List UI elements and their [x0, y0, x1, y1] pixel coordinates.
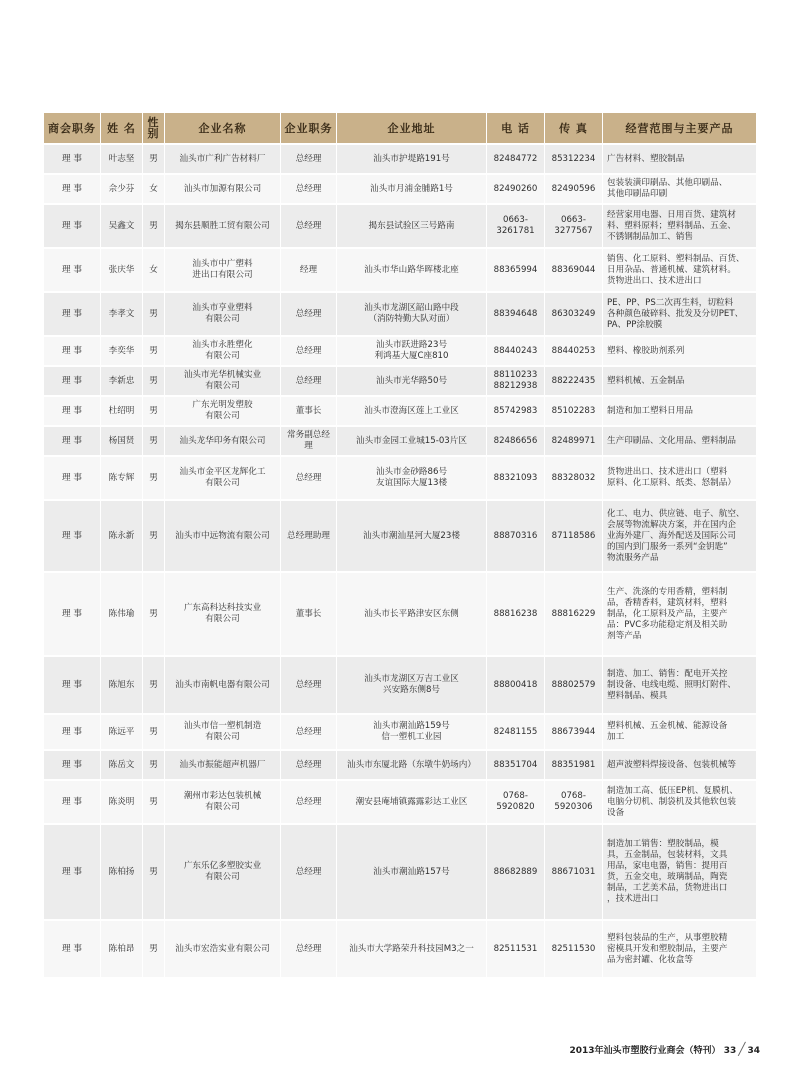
cell-phone: 82481155 — [486, 715, 544, 749]
cell-name: 杨国贤 — [100, 427, 142, 455]
cell-company: 揭东县顺胜工贸有限公司 — [164, 205, 280, 247]
cell-fax: 88673944 — [544, 715, 602, 749]
cell-gender: 女 — [142, 175, 164, 203]
cell-address: 汕头市华山路华晖楼北座 — [336, 249, 486, 291]
cell-company: 汕头市光华机械实业 有限公司 — [164, 367, 280, 395]
cell-position: 经理 — [280, 249, 336, 291]
cell-name: 李奕华 — [100, 337, 142, 365]
cell-phone: 0663- 3261781 — [486, 205, 544, 247]
cell-scope: 生产、洗涤的专用香精，塑料制 品，香精香料，建筑材料，塑料 制品，化工原料及产品，主要产 品：PVC多功能稳定剂及相关助 剂等产品 — [602, 573, 756, 655]
cell-chamber-role: 理 事 — [44, 501, 100, 571]
table-row — [44, 457, 756, 499]
cell-gender: 男 — [142, 715, 164, 749]
cell-fax: 0663- 3277567 — [544, 205, 602, 247]
table-row — [44, 501, 756, 571]
cell-address: 潮安县庵埔镇露露彩达工业区 — [336, 781, 486, 823]
cell-address: 汕头市月浦金脯路1号 — [336, 175, 486, 203]
cell-company: 潮州市彩达包装机械 有限公司 — [164, 781, 280, 823]
cell-phone: 88800418 — [486, 657, 544, 713]
table-row — [44, 427, 756, 455]
header-name: 姓 名 — [100, 113, 142, 143]
cell-phone: 82490260 — [486, 175, 544, 203]
table-row — [44, 205, 756, 247]
page-footer — [570, 1042, 761, 1056]
cell-name: 杜绍明 — [100, 397, 142, 425]
cell-gender: 男 — [142, 657, 164, 713]
cell-name: 佘少芬 — [100, 175, 142, 203]
cell-fax: 88671031 — [544, 825, 602, 919]
cell-company: 汕头市中远物流有限公司 — [164, 501, 280, 571]
cell-scope: 化工、电力、供应链、电子、航空、 会展等物流解决方案，并在国内企 业海外建厂、海外配送及国际公司 的国内到门服务一系列“金钥匙” 物流服务产品 — [602, 501, 756, 571]
cell-name: 陈永新 — [100, 501, 142, 571]
header-address: 企业地址 — [336, 113, 486, 143]
cell-phone: 82511531 — [486, 921, 544, 977]
cell-scope: 制造和加工塑料日用品 — [602, 397, 756, 425]
cell-address: 汕头市潮汕路157号 — [336, 825, 486, 919]
cell-chamber-role: 理 事 — [44, 175, 100, 203]
cell-address: 汕头市长平路津安区东侧 — [336, 573, 486, 655]
cell-fax: 88222435 — [544, 367, 602, 395]
cell-gender: 男 — [142, 427, 164, 455]
cell-scope: 销售、化工原料、塑料制品、百货、 日用杂品、普通机械、建筑材料。 货物进出口、技术进出口 — [602, 249, 756, 291]
cell-phone: 88110233 88212938 — [486, 367, 544, 395]
table-row — [44, 293, 756, 335]
cell-position: 总经理 — [280, 145, 336, 173]
table-row — [44, 715, 756, 749]
cell-chamber-role: 理 事 — [44, 337, 100, 365]
cell-fax: 85312234 — [544, 145, 602, 173]
cell-chamber-role: 理 事 — [44, 397, 100, 425]
cell-position: 总经理 — [280, 367, 336, 395]
cell-address: 汕头市跃进路23号 利鸿基大厦C座810 — [336, 337, 486, 365]
cell-company: 汕头市金平区龙辉化工 有限公司 — [164, 457, 280, 499]
cell-scope: 超声波塑料焊接设备、包装机械等 — [602, 751, 756, 779]
cell-name: 陈柏扬 — [100, 825, 142, 919]
cell-address: 汕头市澄海区莲上工业区 — [336, 397, 486, 425]
cell-company: 汕头市广利广告材料厂 — [164, 145, 280, 173]
cell-scope: 制造加工高、低压EP机、复膜机、 电脑分切机、制袋机及其他软包装 设备 — [602, 781, 756, 823]
cell-fax: 88440253 — [544, 337, 602, 365]
table-body — [44, 145, 756, 977]
footer-title: 2013年汕头市塑胶行业商会（特刊） — [569, 1046, 721, 1056]
cell-name: 陈伟瑜 — [100, 573, 142, 655]
cell-scope: 制造、加工、销售：配电开关控 制设备、电线电缆、照明灯附件、 塑料制品、模具 — [602, 657, 756, 713]
cell-scope: 经营家用电器、日用百货、建筑材 料、塑料原料；塑料制品、五金、 不锈钢制品加工、销售 — [602, 205, 756, 247]
cell-address: 汕头市潮汕星河大厦23楼 — [336, 501, 486, 571]
cell-position: 总经理 — [280, 337, 336, 365]
cell-chamber-role: 理 事 — [44, 751, 100, 779]
cell-name: 陈远平 — [100, 715, 142, 749]
header-fax: 传 真 — [544, 113, 602, 143]
cell-phone: 88321093 — [486, 457, 544, 499]
cell-gender: 男 — [142, 781, 164, 823]
table-row — [44, 175, 756, 203]
cell-gender: 男 — [142, 457, 164, 499]
cell-gender: 男 — [142, 145, 164, 173]
cell-company: 汕头市中广塑料 进出口有限公司 — [164, 249, 280, 291]
cell-chamber-role: 理 事 — [44, 921, 100, 977]
cell-scope: 塑料、橡胶助剂系列 — [602, 337, 756, 365]
cell-fax: 82489971 — [544, 427, 602, 455]
table-row — [44, 657, 756, 713]
cell-company: 汕头市亨业塑料 有限公司 — [164, 293, 280, 335]
cell-scope: 制造加工销售：塑胶制品，模 具，五金制品，包装材料，文具 用品，家电电器，销售：提用百 货，五金交电，玻璃制品，陶瓷 制品，工艺美术品，货物进出口 ，技术进出口 — [602, 825, 756, 919]
cell-fax: 87118586 — [544, 501, 602, 571]
cell-company: 汕头市南帆电器有限公司 — [164, 657, 280, 713]
cell-gender: 男 — [142, 367, 164, 395]
cell-company: 汕头市信一塑机制造 有限公司 — [164, 715, 280, 749]
cell-gender: 男 — [142, 751, 164, 779]
cell-name: 陈岳文 — [100, 751, 142, 779]
cell-scope: PE、PP、PS二次再生料，切粒料 各种颜色破碎料、批发及分切PET、 PA、PP涂胶膜 — [602, 293, 756, 335]
header-position: 企业职务 — [280, 113, 336, 143]
cell-position: 总经理 — [280, 751, 336, 779]
cell-chamber-role: 理 事 — [44, 457, 100, 499]
cell-position: 总经理 — [280, 175, 336, 203]
cell-phone: 88870316 — [486, 501, 544, 571]
cell-gender: 男 — [142, 573, 164, 655]
cell-company: 汕头市加源有限公司 — [164, 175, 280, 203]
cell-gender: 男 — [142, 825, 164, 919]
cell-scope: 塑料机械、五金机械、能源设备 加工 — [602, 715, 756, 749]
table-row — [44, 367, 756, 395]
cell-address: 汕头市龙湖区万吉工业区 兴安路东侧8号 — [336, 657, 486, 713]
cell-phone: 88816238 — [486, 573, 544, 655]
cell-company: 汕头龙华印务有限公司 — [164, 427, 280, 455]
page-separator: ╱ — [738, 1042, 746, 1056]
cell-name: 陈柏昂 — [100, 921, 142, 977]
page-number-left: 33 — [723, 1046, 737, 1056]
header-phone: 电 话 — [486, 113, 544, 143]
cell-address: 揭东县试验区三号路南 — [336, 205, 486, 247]
cell-position: 总经理助理 — [280, 501, 336, 571]
table-header-row — [44, 113, 756, 143]
cell-name: 陈旭东 — [100, 657, 142, 713]
cell-position: 总经理 — [280, 781, 336, 823]
cell-chamber-role: 理 事 — [44, 367, 100, 395]
cell-address: 汕头市潮汕路159号 信一塑机工业园 — [336, 715, 486, 749]
cell-phone: 85742983 — [486, 397, 544, 425]
cell-position: 总经理 — [280, 457, 336, 499]
cell-fax: 86303249 — [544, 293, 602, 335]
table-row — [44, 397, 756, 425]
cell-fax: 82511530 — [544, 921, 602, 977]
cell-scope: 塑料包装品的生产，从事塑胶精 密模具开发和塑胶制品，主要产 品为密封罐、化妆盒等 — [602, 921, 756, 977]
cell-scope: 包装装潢印刷品、其他印刷品、 其他印刷品印刷 — [602, 175, 756, 203]
cell-scope: 塑料机械、五金制品 — [602, 367, 756, 395]
cell-fax: 88328032 — [544, 457, 602, 499]
table-row — [44, 921, 756, 977]
cell-gender: 男 — [142, 293, 164, 335]
cell-gender: 男 — [142, 205, 164, 247]
cell-address: 汕头市金砂路86号 友谊国际大厦13楼 — [336, 457, 486, 499]
cell-phone: 88394648 — [486, 293, 544, 335]
header-scope: 经营范围与主要产品 — [602, 113, 756, 143]
table-row — [44, 825, 756, 919]
cell-address: 汕头市光华路50号 — [336, 367, 486, 395]
cell-position: 总经理 — [280, 715, 336, 749]
cell-fax: 85102283 — [544, 397, 602, 425]
cell-position: 董事长 — [280, 573, 336, 655]
cell-chamber-role: 理 事 — [44, 249, 100, 291]
member-directory-table — [44, 111, 756, 979]
cell-position: 董事长 — [280, 397, 336, 425]
cell-fax: 88351981 — [544, 751, 602, 779]
table-row — [44, 781, 756, 823]
cell-phone: 88440243 — [486, 337, 544, 365]
cell-position: 总经理 — [280, 825, 336, 919]
cell-company: 汕头市永胜塑化 有限公司 — [164, 337, 280, 365]
cell-phone: 0768- 5920820 — [486, 781, 544, 823]
cell-name: 叶志坚 — [100, 145, 142, 173]
cell-position: 总经理 — [280, 657, 336, 713]
cell-gender: 女 — [142, 249, 164, 291]
cell-phone: 88682889 — [486, 825, 544, 919]
cell-chamber-role: 理 事 — [44, 573, 100, 655]
cell-scope: 生产印刷品、文化用品、塑料制品 — [602, 427, 756, 455]
cell-name: 李孝文 — [100, 293, 142, 335]
cell-position: 常务副总经理 — [280, 427, 336, 455]
cell-address: 汕头市大学路荣升科技园M3之一 — [336, 921, 486, 977]
table-row — [44, 751, 756, 779]
cell-chamber-role: 理 事 — [44, 293, 100, 335]
cell-name: 陈专辉 — [100, 457, 142, 499]
cell-scope: 广告材料、塑胶制品 — [602, 145, 756, 173]
cell-address: 汕头市龙湖区韶山路中段 （消防特勤大队对面） — [336, 293, 486, 335]
header-gender: 性 别 — [142, 113, 164, 143]
cell-gender: 男 — [142, 337, 164, 365]
cell-address: 汕头市护堤路191号 — [336, 145, 486, 173]
cell-chamber-role: 理 事 — [44, 825, 100, 919]
cell-name: 张庆华 — [100, 249, 142, 291]
cell-address: 汕头市金园工业城15-03片区 — [336, 427, 486, 455]
cell-phone: 88351704 — [486, 751, 544, 779]
cell-name: 吴鑫文 — [100, 205, 142, 247]
cell-company: 广东高科达科技实业 有限公司 — [164, 573, 280, 655]
cell-chamber-role: 理 事 — [44, 145, 100, 173]
cell-position: 总经理 — [280, 293, 336, 335]
cell-scope: 货物进出口、技术进出口（塑料 原料、化工原料、纸类、怒制品） — [602, 457, 756, 499]
cell-fax: 88802579 — [544, 657, 602, 713]
cell-chamber-role: 理 事 — [44, 715, 100, 749]
cell-chamber-role: 理 事 — [44, 205, 100, 247]
table-row — [44, 145, 756, 173]
table-row — [44, 249, 756, 291]
cell-fax: 82490596 — [544, 175, 602, 203]
cell-company: 汕头市振能超声机器厂 — [164, 751, 280, 779]
table-row — [44, 337, 756, 365]
cell-name: 陈炎明 — [100, 781, 142, 823]
page-number-right: 34 — [747, 1046, 760, 1056]
cell-fax: 88816229 — [544, 573, 602, 655]
cell-company: 汕头市宏浩实业有限公司 — [164, 921, 280, 977]
cell-phone: 88365994 — [486, 249, 544, 291]
cell-company: 广东乐亿多塑胶实业 有限公司 — [164, 825, 280, 919]
header-company: 企业名称 — [164, 113, 280, 143]
cell-phone: 82486656 — [486, 427, 544, 455]
cell-gender: 男 — [142, 501, 164, 571]
cell-gender: 男 — [142, 397, 164, 425]
cell-fax: 0768- 5920306 — [544, 781, 602, 823]
cell-chamber-role: 理 事 — [44, 781, 100, 823]
cell-name: 李新忠 — [100, 367, 142, 395]
cell-gender: 男 — [142, 921, 164, 977]
cell-position: 总经理 — [280, 921, 336, 977]
cell-phone: 82484772 — [486, 145, 544, 173]
cell-address: 汕头市东厦北路（东墩牛奶场内） — [336, 751, 486, 779]
cell-chamber-role: 理 事 — [44, 427, 100, 455]
cell-chamber-role: 理 事 — [44, 657, 100, 713]
table-row — [44, 573, 756, 655]
cell-company: 广东光明发塑胶 有限公司 — [164, 397, 280, 425]
cell-position: 总经理 — [280, 205, 336, 247]
cell-fax: 88369044 — [544, 249, 602, 291]
header-chamber-role: 商会职务 — [44, 113, 100, 143]
